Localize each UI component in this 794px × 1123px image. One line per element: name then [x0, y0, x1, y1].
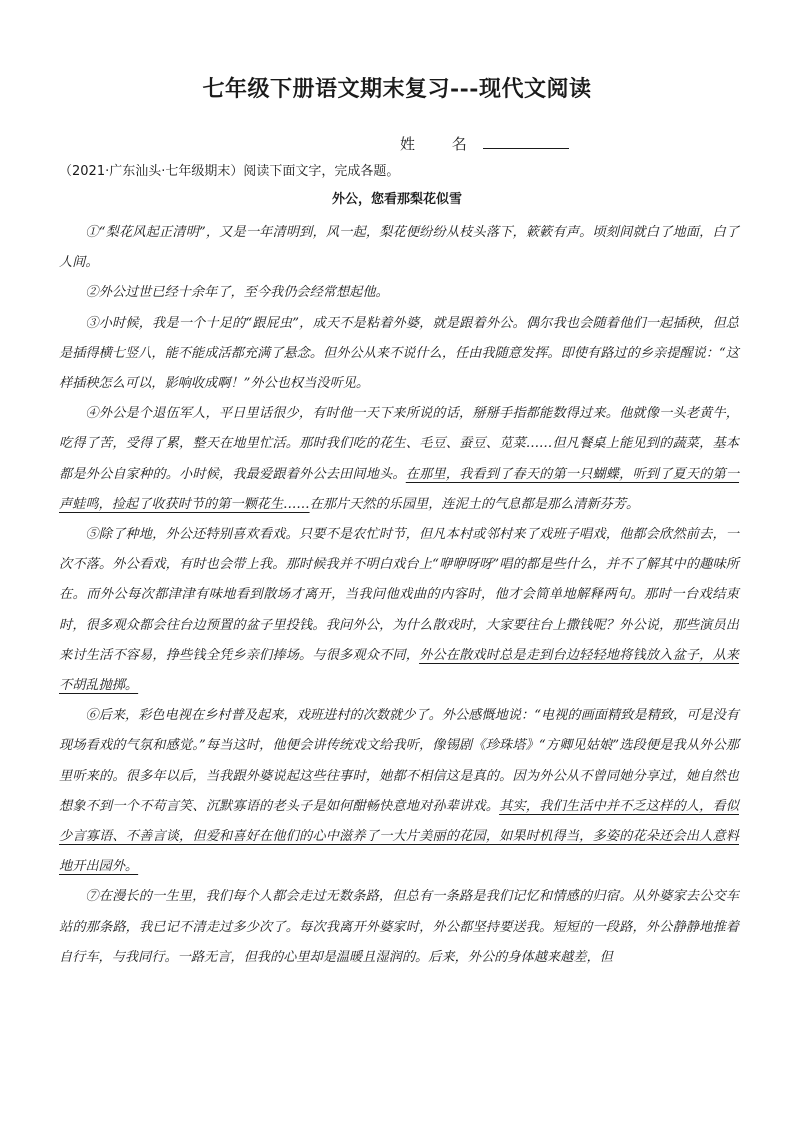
paragraph-2: ②外公过世已经十余年了，至今我仍会经常想起他。 — [85, 285, 389, 301]
paragraph-3: ③小时候，我是一个十足的“跟屁虫”，成天不是粘着外婆，就是跟着外公。偶尔我也会随着他们一起插秧，但总是插得横七竖八，能不能成活都充满了悬念。但外公从来不说什么，任由我随意发挥。即使有路过的乡亲提醒说：“这样插秧怎么可以，影响收成啊！”外公也权当没听见。 — [59, 315, 739, 392]
paragraph-4-text: ④外公是个退伍军人，平日里话很少，有时他一天下来所说的话，掰掰手指都能数得过来。他就像一头老黄牛，吃得了苦，受得了累，整天在地里忙活。那时我们吃的花生、毛豆、蚕豆、苋菜……但凡餐桌上能见到的蔬菜，基本都是外公自家种的。小时候，我最爱跟着外公去田间地头。 — [59, 406, 739, 482]
paragraph-4 — [59, 399, 739, 520]
page-title: 七年级下册语文期末复习---现代文阅读 — [202, 76, 592, 102]
story-title: 外公，您看那梨花似雪 — [331, 192, 462, 207]
name-label: 姓 名 — [400, 135, 483, 153]
reading-passage — [59, 218, 739, 973]
paragraph-5-text: ⑤除了种地，外公还特别喜欢看戏。只要不是农忙时节，但凡本村或邻村来了戏班子唱戏，他都会欣然前去，一次不落。外公看戏，有时也会带上我。那时候我并不明白戏台上“咿咿呀呀”唱的都是些什么，并不了解其中的趣味所在。而外公每次都津津有味地看到散场才离开，当我问他戏曲的内容时，他才会简单地解释两句。那时一台戏结束时，很多观众都会往台边预置的盆子里投钱。我问外公，为什么散戏时，大家要往台上撒钱呢？外公说，那些演员出来讨生活不容易，挣些钱全凭乡亲们捧场。与很多观众不同， — [59, 527, 739, 663]
question-source: （2021·广东汕头·七年级期末）阅读下面文字，完成各题。 — [59, 164, 400, 179]
name-field — [400, 133, 569, 154]
underlined-sentence-5: 外公在散戏时总是走到台边轻轻地将钱放入盆子，从来不胡乱抛掷。 — [59, 647, 739, 694]
underlined-sentence-4: 在那里，我看到了春天的第一只蝴蝶，听到了夏天的第一声蛙鸣，捡起了收获时节的第一颗花生…… — [59, 466, 740, 512]
paragraph-1: ①“梨花风起正清明”，又是一年清明到，风一起，梨花便纷纷从枝头落下，簌簌有声。顷刻间就白了地面，白了人间。 — [59, 225, 739, 271]
underlined-sentence-6: 其实，我们生活中并不乏这样的人，看似少言寡语、不善言谈，但爱和喜好在他们的心中滋养了一大片美丽的花园，如果时机得当，多姿的花朵还会出人意料地开出园外。 — [59, 798, 739, 875]
paragraph-4-tail: 在那片天然的乐园里，连泥土的气息都是那么清新芬芳。 — [309, 496, 640, 512]
paragraph-6 — [59, 701, 739, 882]
name-blank[interactable] — [483, 134, 569, 149]
paragraph-7: ⑦在漫长的一生里，我们每个人都会走过无数条路，但总有一条路是我们记忆和情感的归宿。从外婆家去公交车站的那条路，我已记不清走过多少次了。每次我离开外婆家时，外公都坚持要送我。短短的一段路，外公静静地推着自行车，与我同行。一路无言，但我的心里却是温暖且湿润的。后来，外公的身体越来越差，但 — [59, 889, 739, 965]
paragraph-6-text: ⑥后来，彩色电视在乡村普及起来，戏班进村的次数就少了。外公感慨地说：“电视的画面精致是精致，可是没有现场看戏的气氛和感觉。”每当这时，他便会讲传统戏文给我听，像锡剧《珍珠塔》“方卿见姑娘”选段便是我从外公那里听来的。很多年以后，当我跟外婆说起这些往事时，她都不相信这是真的。因为外公从不曾同她分享过，她自然也想象不到一个不苟言笑、沉默寡语的老头子是如何酣畅快意地对孙辈讲戏。 — [59, 708, 739, 814]
paragraph-5 — [59, 520, 739, 701]
